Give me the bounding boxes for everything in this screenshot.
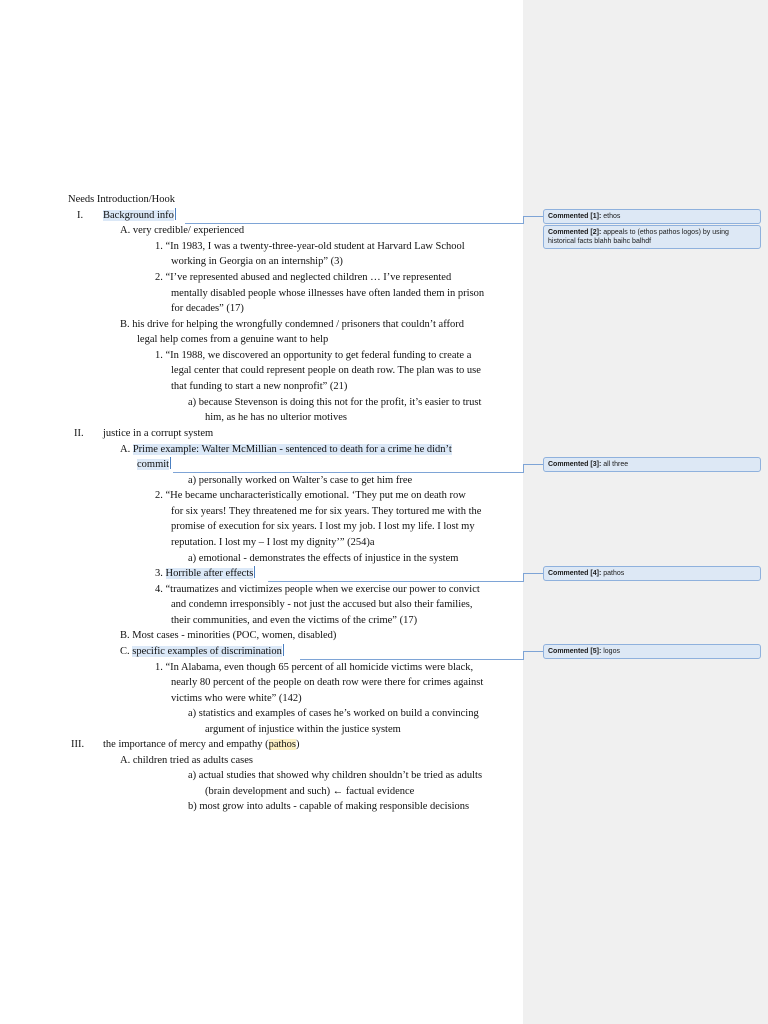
comment-balloon[interactable] [543, 644, 761, 659]
comment-connector [523, 573, 524, 582]
line-text: B. Most cases - minorities (POC, women, disabled) [120, 630, 337, 641]
document-line[interactable] [120, 644, 284, 659]
line-text: A. children tried as adults cases [120, 755, 253, 766]
comment-connector [523, 651, 543, 652]
comment-anchor-marker [283, 644, 284, 656]
comment-connector [523, 651, 524, 660]
line-text: a) personally worked on Walter’s case to get him free [188, 475, 413, 486]
document-line[interactable] [137, 457, 171, 472]
line-text: legal help comes from a genuine want to help [137, 334, 329, 345]
line-text: working in Georgia on an internship” (3) [171, 256, 343, 267]
highlighted-text: pathos [268, 739, 297, 750]
line-text: mentally disabled people whose illnesses have often landed them in prison [171, 288, 485, 299]
document-line[interactable] [155, 270, 451, 285]
document-line[interactable] [205, 410, 347, 425]
document-line[interactable] [171, 301, 244, 316]
commented-text: Background info [103, 210, 174, 221]
comment-anchor-marker [170, 457, 171, 469]
document-line[interactable] [188, 706, 479, 721]
line-text: for decades” (17) [171, 303, 244, 314]
comment-connector [268, 581, 523, 582]
document-line[interactable] [171, 504, 481, 519]
line-text: justice in a corrupt system [103, 428, 214, 439]
line-text: him, as he has no ulterior motives [205, 412, 348, 423]
commented-text: specific examples of discrimination [132, 646, 282, 657]
document-line[interactable] [205, 722, 401, 737]
comment-label: Commented [2]: [548, 229, 602, 236]
comment-connector [523, 464, 524, 473]
document-line[interactable] [155, 566, 255, 581]
line-text: their communities, and even the victims of the crime” (17) [171, 615, 418, 626]
line-text: legal center that could represent people on death row. The plan was to use [171, 365, 481, 376]
document-line[interactable] [120, 442, 452, 457]
document-line[interactable] [205, 784, 414, 799]
line-text: I. [77, 210, 84, 221]
commented-text: commit [137, 459, 170, 470]
comment-text: all three [603, 461, 629, 468]
document-line[interactable] [188, 799, 469, 814]
document-line[interactable] [171, 535, 375, 550]
line-text: a) statistics and examples of cases he’s worked on build a convincing [188, 708, 479, 719]
commented-text: Horrible after effects [165, 568, 254, 579]
line-text: 2. “I’ve represented abused and neglected children … I’ve represented [155, 272, 452, 283]
line-text: 1. “In 1983, I was a twenty-three-year-old student at Harvard Law School [155, 241, 465, 252]
comment-anchor-marker [254, 566, 255, 578]
comment-text: pathos [603, 570, 625, 577]
commented-text: Prime example: Walter McMillian - sentenced to death for a crime he didn’t [132, 444, 452, 455]
comment-connector [185, 223, 523, 224]
line-text: 1. “In 1988, we discovered an opportunity to get federal funding to create a [155, 350, 472, 361]
line-text: and condemn irresponsibly - not just the accused but also their families, [171, 599, 473, 610]
line-text: A. [120, 444, 133, 455]
line-text: II. [74, 428, 84, 439]
comment-label: Commented [4]: [548, 570, 602, 577]
document-line[interactable] [137, 332, 328, 347]
document-line[interactable] [155, 488, 466, 503]
document-line[interactable] [188, 551, 458, 566]
comment-connector [300, 659, 523, 660]
comment-connector [173, 472, 523, 473]
document-line[interactable] [155, 348, 471, 363]
line-text: B. his drive for helping the wrongfully condemned / prisoners that couldn’t afford [120, 319, 464, 330]
comment-text: appeals to (ethos pathos logos) by using historical facts blahh baihc balhdf [548, 229, 729, 245]
comment-balloon[interactable] [543, 566, 761, 581]
comment-connector [523, 216, 543, 217]
document-line[interactable] [103, 208, 176, 223]
comment-label: Commented [3]: [548, 461, 602, 468]
line-text: nearly 80 percent of the people on death row were there for crimes against [171, 677, 484, 688]
line-text: ) [296, 739, 300, 750]
line-text: C. [120, 646, 133, 657]
document-line[interactable] [155, 582, 480, 597]
line-text: 3. [155, 568, 166, 579]
document-line[interactable] [120, 753, 253, 768]
document-line[interactable] [188, 395, 481, 410]
line-text: (brain development and such) ← factual evidence [205, 786, 415, 797]
comment-balloon[interactable] [543, 225, 761, 249]
line-text: reputation. I lost my – I lost my dignity’” (254)a [171, 537, 375, 548]
document-line[interactable] [120, 317, 464, 332]
document-line[interactable] [71, 737, 84, 752]
document-line[interactable] [103, 426, 213, 441]
document-line[interactable] [77, 208, 83, 223]
document-line[interactable] [74, 426, 84, 441]
document-line[interactable] [120, 223, 244, 238]
document-line[interactable] [171, 254, 343, 269]
document-line[interactable] [171, 675, 483, 690]
line-text: a) emotional - demonstrates the effects of injustice in the system [188, 553, 459, 564]
document-line[interactable] [103, 737, 300, 752]
comment-label: Commented [1]: [548, 213, 602, 220]
document-line[interactable] [68, 192, 175, 207]
line-text: 1. “In Alabama, even though 65 percent of all homicide victims were black, [155, 662, 474, 673]
line-text: a) actual studies that showed why children shouldn’t be tried as adults [188, 770, 483, 781]
document-line[interactable] [120, 628, 336, 643]
line-text: III. [71, 739, 85, 750]
document-line[interactable] [171, 613, 417, 628]
document-line[interactable] [171, 691, 302, 706]
document-line[interactable] [171, 363, 481, 378]
comment-text: logos [603, 648, 620, 655]
comment-text: ethos [603, 213, 621, 220]
comment-connector [523, 216, 524, 224]
line-text: 2. “He became uncharacteristically emotional. ‘They put me on death row [155, 490, 466, 501]
line-text: argument of injustice within the justice system [205, 724, 401, 735]
line-text: A. very credible/ experienced [120, 225, 245, 236]
document-line[interactable] [188, 473, 412, 488]
line-text: promise of execution for six years. I lost my job. I lost my life. I lost my [171, 521, 475, 532]
document-line[interactable] [155, 239, 465, 254]
line-text: a) because Stevenson is doing this not for the profit, it’s easier to trust [188, 397, 482, 408]
document-line[interactable] [171, 286, 484, 301]
comment-balloon[interactable] [543, 209, 761, 224]
document-line[interactable] [171, 597, 473, 612]
document-line[interactable] [171, 379, 347, 394]
document-line[interactable] [155, 660, 473, 675]
comment-anchor-marker [175, 208, 176, 220]
line-text: victims who were white” (142) [171, 693, 302, 704]
line-text: the importance of mercy and empathy ( [103, 739, 269, 750]
comment-connector [523, 464, 543, 465]
comment-balloon[interactable] [543, 457, 761, 472]
line-text: b) most grow into adults - capable of making responsible decisions [188, 801, 470, 812]
document-line[interactable] [171, 519, 475, 534]
line-text: for six years! They threatened me for six years. They tortured me with the [171, 506, 482, 517]
line-text: that funding to start a new nonprofit” (21) [171, 381, 348, 392]
comments-margin [523, 0, 768, 1024]
line-text: Needs Introduction/Hook [68, 194, 176, 205]
comment-connector [523, 573, 543, 574]
line-text: 4. “traumatizes and victimizes people when we exercise our power to convict [155, 584, 480, 595]
comment-label: Commented [5]: [548, 648, 602, 655]
document-line[interactable] [188, 768, 482, 783]
